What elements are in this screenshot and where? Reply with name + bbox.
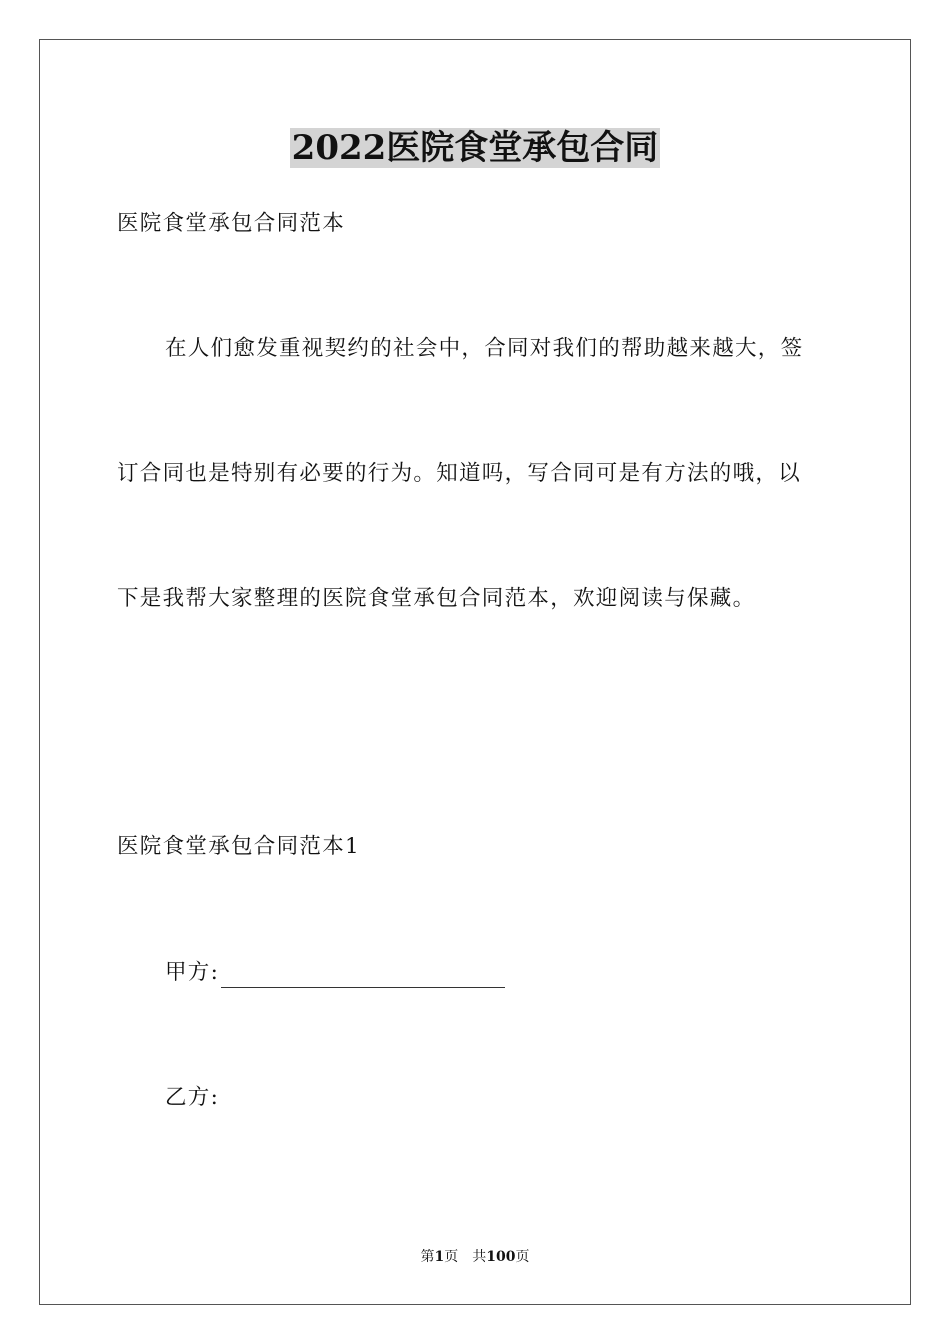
page-number: 1	[434, 1249, 445, 1265]
party-a-blank-line	[221, 963, 505, 988]
party-a-row	[165, 958, 505, 988]
page-footer	[0, 1248, 950, 1266]
total-suffix: 页	[515, 1249, 530, 1265]
total-pages: 100	[486, 1249, 516, 1265]
page-prefix: 第	[420, 1249, 435, 1265]
party-a-label: 甲方:	[165, 960, 220, 985]
party-b-label: 乙方:	[165, 1085, 220, 1110]
party-b-row	[165, 1083, 219, 1113]
intro-paragraph-line-1: 在人们愈发重视契约的社会中，合同对我们的帮助越来越大，签	[165, 336, 804, 361]
document-subtitle: 医院食堂承包合同范本	[117, 211, 346, 236]
document-title-text: 2022医院食堂承包合同	[291, 128, 659, 168]
page-suffix: 页	[444, 1249, 459, 1265]
intro-paragraph-line-3: 下是我帮大家整理的医院食堂承包合同范本，欢迎阅读与保藏。	[117, 586, 756, 611]
section-heading: 医院食堂承包合同范本1	[117, 834, 360, 859]
document-title	[0, 126, 950, 170]
total-prefix: 共	[472, 1249, 487, 1265]
intro-paragraph-line-2: 订合同也是特别有必要的行为。知道吗，写合同可是有方法的哦，以	[117, 461, 802, 486]
